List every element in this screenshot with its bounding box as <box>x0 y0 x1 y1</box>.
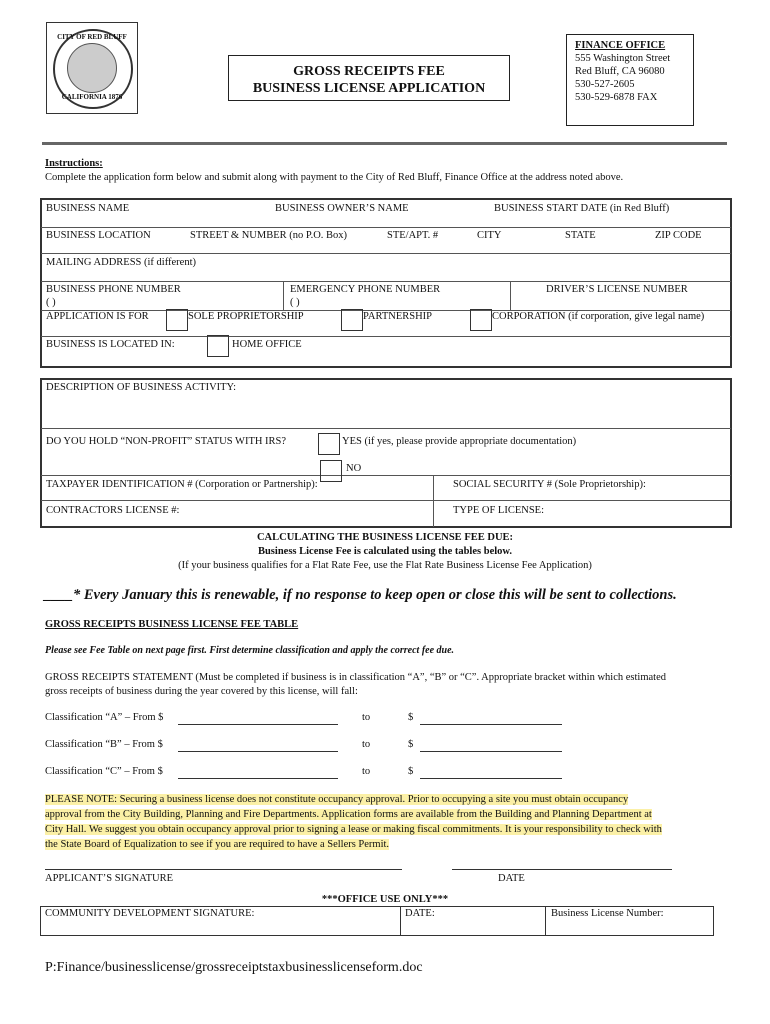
city-seal <box>46 22 138 114</box>
row-divider <box>41 475 731 476</box>
class-c-to-input[interactable] <box>420 778 562 779</box>
finance-city: Red Bluff, CA 96080 <box>575 66 665 77</box>
class-c-from-input[interactable] <box>178 778 338 779</box>
sole-proprietorship-label: SOLE PROPRIETORSHIP <box>188 311 304 322</box>
row-divider <box>41 428 731 429</box>
please-note-line1: PLEASE NOTE: Securing a business license does not constitute occupancy approval. Prior to occupying a site you must obtain occupancy <box>45 794 629 805</box>
class-b-to: to <box>362 739 371 750</box>
office-date-field[interactable]: DATE: <box>405 908 435 919</box>
date-line[interactable] <box>452 869 672 870</box>
class-b-dollar: $ <box>408 739 414 750</box>
class-b-label: Classification “B” – From $ <box>45 739 163 750</box>
ste-field[interactable]: STE/APT. # <box>387 230 439 241</box>
row-divider <box>41 336 731 337</box>
seal-top-text: CITY OF RED BLUFF <box>57 33 127 41</box>
state-field[interactable]: STATE <box>565 230 596 241</box>
seal-emblem-icon <box>67 43 117 93</box>
fee-table-note: Please see Fee Table on next page first. First determine classification and apply the correct fee due. <box>45 645 455 656</box>
nonprofit-label: DO YOU HOLD “NON-PROFIT” STATUS WITH IRS? <box>46 436 287 447</box>
nonprofit-yes-label: YES (if yes, please provide appropriate documentation) <box>342 436 577 447</box>
instructions-heading: Instructions: <box>45 158 103 169</box>
renewal-notice <box>44 587 677 604</box>
calc-flat-rate-note: (If your business qualifies for a Flat Rate Fee, use the Flat Rate Business License Fee Application) <box>178 560 592 571</box>
nonprofit-no-checkbox[interactable] <box>320 460 342 482</box>
col-divider <box>433 476 434 527</box>
col-divider <box>400 906 401 936</box>
business-name-field[interactable]: BUSINESS NAME <box>46 203 130 214</box>
street-field[interactable]: STREET & NUMBER (no P.O. Box) <box>190 230 348 241</box>
please-note-line3: City Hall. We suggest you obtain occupancy approval prior to signing a lease or making fiscal commitments. It is your responsibility to check with <box>45 824 662 835</box>
renewal-text: * Every January this is renewable, if no response to keep open or close this will be sent to collections. <box>73 587 677 603</box>
row-divider <box>41 253 731 254</box>
row-divider <box>41 500 731 501</box>
nonprofit-yes-checkbox[interactable] <box>318 433 340 455</box>
finance-street: 555 Washington Street <box>575 53 671 64</box>
taxpayer-id-field[interactable]: TAXPAYER IDENTIFICATION # (Corporation or Partnership): <box>46 479 318 490</box>
applicant-signature-line[interactable] <box>45 869 402 870</box>
finance-phone: 530-527-2605 <box>575 79 635 90</box>
finance-office-box <box>566 34 694 126</box>
office-use-heading: ***OFFICE USE ONLY*** <box>321 894 449 905</box>
business-location-label: BUSINESS LOCATION <box>46 230 151 241</box>
finance-fax: 530-529-6878 FAX <box>575 92 658 103</box>
license-type-field[interactable]: TYPE OF LICENSE: <box>453 505 545 516</box>
start-date-field[interactable]: BUSINESS START DATE (in Red Bluff) <box>494 203 670 214</box>
class-a-to: to <box>362 712 371 723</box>
calc-heading: CALCULATING THE BUSINESS LICENSE FEE DUE: <box>256 532 514 543</box>
title-line2: BUSINESS LICENSE APPLICATION <box>252 81 486 96</box>
partnership-checkbox[interactable] <box>341 309 363 331</box>
class-a-to-input[interactable] <box>420 724 562 725</box>
owner-name-field[interactable]: BUSINESS OWNER’S NAME <box>275 203 409 214</box>
header-divider <box>42 142 727 145</box>
instructions-text: Complete the application form below and submit along with payment to the City of Red Bluff, Finance Office at the address noted above. <box>45 172 624 183</box>
col-divider <box>545 906 546 936</box>
renewal-blank[interactable]: ____ <box>44 587 73 603</box>
row-divider <box>41 281 731 282</box>
application-for-label: APPLICATION IS FOR <box>46 311 149 322</box>
description-field[interactable]: DESCRIPTION OF BUSINESS ACTIVITY: <box>46 382 237 393</box>
emergency-phone-field[interactable]: EMERGENCY PHONE NUMBER <box>290 284 441 295</box>
form-title <box>228 55 510 101</box>
class-a-from-input[interactable] <box>178 724 338 725</box>
home-office-checkbox[interactable] <box>207 335 229 357</box>
community-dev-signature-field[interactable]: COMMUNITY DEVELOPMENT SIGNATURE: <box>45 908 255 919</box>
business-phone-field[interactable]: BUSINESS PHONE NUMBER <box>46 284 181 295</box>
sole-proprietorship-checkbox[interactable] <box>166 309 188 331</box>
class-a-dollar: $ <box>408 712 414 723</box>
date-label: DATE <box>498 873 525 884</box>
title-line1: GROSS RECEIPTS FEE <box>293 64 445 79</box>
please-note-line4: the State Board of Equalization to see if you are required to have a Sellers Permit. <box>45 839 390 850</box>
please-note-paragraph <box>45 792 662 852</box>
partnership-label: PARTNERSHIP <box>363 311 433 322</box>
class-c-dollar: $ <box>408 766 414 777</box>
ssn-field[interactable]: SOCIAL SECURITY # (Sole Proprietorship): <box>453 479 646 490</box>
col-divider <box>510 282 511 310</box>
finance-heading: FINANCE OFFICE <box>575 40 666 51</box>
class-a-label: Classification “A” – From $ <box>45 712 164 723</box>
corporation-checkbox[interactable] <box>470 309 492 331</box>
business-phone-paren: ( ) <box>46 297 56 308</box>
home-office-label: HOME OFFICE <box>232 339 302 350</box>
seal-bottom-text: CALIFORNIA 1876 <box>61 93 123 101</box>
nonprofit-no-label: NO <box>346 463 362 474</box>
corporation-label: CORPORATION (if corporation, give legal name) <box>492 311 705 322</box>
zip-field[interactable]: ZIP CODE <box>655 230 702 241</box>
please-note-line2: approval from the City Building, Planning and Fire Departments. Application forms are available from the Building and Planning Department at <box>45 809 652 820</box>
class-c-to: to <box>362 766 371 777</box>
emergency-phone-paren: ( ) <box>290 297 300 308</box>
col-divider <box>283 282 284 310</box>
gross-receipts-statement-2: gross receipts of business during the year covered by this license, will fall: <box>45 686 358 697</box>
footer-file-path: P:Finance/businesslicense/grossreceiptstaxbusinesslicenseform.doc <box>45 960 423 975</box>
applicant-signature-label: APPLICANT’S SIGNATURE <box>45 873 174 884</box>
fee-table-heading: GROSS RECEIPTS BUSINESS LICENSE FEE TABLE <box>45 619 299 630</box>
license-number-field[interactable]: Business License Number: <box>551 908 664 919</box>
gross-receipts-statement-1: GROSS RECEIPTS STATEMENT (Must be completed if business is in classification “A”, “B” or “C”. Appropriate bracket within which estimated <box>45 672 666 683</box>
mailing-address-field[interactable]: MAILING ADDRESS (if different) <box>46 257 196 268</box>
drivers-license-field[interactable]: DRIVER’S LICENSE NUMBER <box>546 284 688 295</box>
contractor-license-field[interactable]: CONTRACTORS LICENSE #: <box>46 505 180 516</box>
class-b-to-input[interactable] <box>420 751 562 752</box>
class-b-from-input[interactable] <box>178 751 338 752</box>
located-in-label: BUSINESS IS LOCATED IN: <box>46 339 175 350</box>
class-c-label: Classification “C” – From $ <box>45 766 163 777</box>
city-field[interactable]: CITY <box>477 230 502 241</box>
calc-subheading: Business License Fee is calculated using the tables below. <box>257 546 513 557</box>
row-divider <box>41 227 731 228</box>
